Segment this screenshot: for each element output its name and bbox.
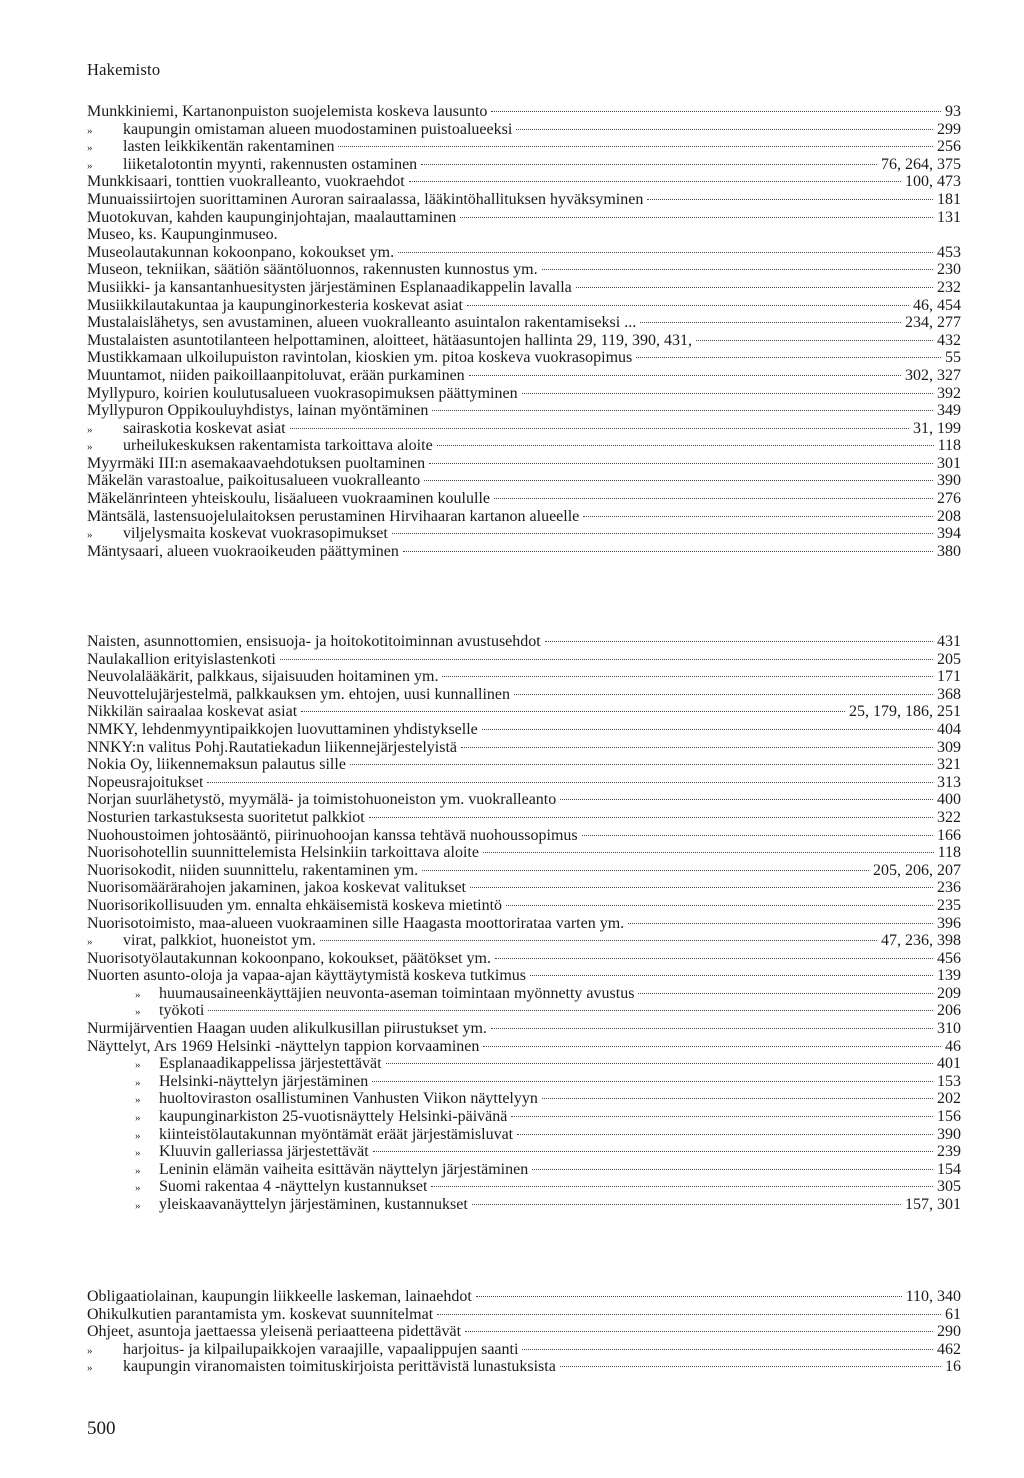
entry-page-numbers: 456: [937, 949, 961, 967]
index-entry: [87, 209, 961, 227]
entry-label: Kluuvin galleriassa järjestettävät: [159, 1143, 369, 1161]
page-number: 500: [87, 1418, 116, 1439]
entry-label: Mustalaislähetys, sen avustaminen, alueen vuokralleanto asuintalon rakentamiseksi ...: [87, 314, 637, 332]
entry-label: lasten leikkikentän rakentaminen: [123, 138, 335, 156]
entry-label: Myllypuro, koirien koulutusalueen vuokrasopimuksen päättyminen: [87, 384, 518, 402]
dot-leader: [628, 923, 933, 924]
entry-page-numbers: 46, 454: [913, 296, 961, 314]
dot-leader: [280, 659, 933, 660]
entry-page-numbers: 431: [937, 633, 961, 650]
entry-page-numbers: 206: [937, 1002, 961, 1020]
entry-page-numbers: 309: [937, 738, 961, 756]
dot-leader: [472, 1204, 901, 1205]
dot-leader: [483, 1046, 941, 1047]
ditto-mark: »: [135, 1164, 141, 1177]
entry-page-numbers: 153: [937, 1072, 961, 1090]
dot-leader: [465, 1331, 933, 1332]
entry-page-numbers: 209: [937, 984, 961, 1002]
entry-label: liiketalotontin myynti, rakennusten ostaminen: [123, 155, 418, 173]
entry-page-numbers: 154: [937, 1160, 961, 1178]
dot-leader: [432, 410, 933, 411]
entry-label: Helsinki-näyttelyn järjestäminen: [159, 1072, 369, 1090]
index-entry: [87, 739, 961, 757]
entry-page-numbers: 453: [937, 243, 961, 261]
index-entry: [87, 721, 961, 739]
entry-page-numbers: 392: [937, 384, 961, 402]
dot-leader: [350, 764, 933, 765]
ditto-mark: »: [135, 1129, 141, 1142]
index-entry: [87, 1196, 961, 1214]
index-entry: [87, 138, 961, 156]
entry-page-numbers: 55: [945, 349, 961, 367]
entry-page-numbers: 290: [937, 1323, 961, 1341]
dot-leader: [403, 551, 933, 552]
entry-page-numbers: 232: [937, 278, 961, 296]
entry-page-numbers: 462: [937, 1340, 961, 1358]
entry-page-numbers: 118: [937, 437, 961, 455]
index-entry: [87, 950, 961, 968]
entry-page-numbers: 310: [937, 1020, 961, 1038]
ditto-mark: »: [87, 529, 93, 542]
index-entry: [87, 1341, 961, 1359]
entry-page-numbers: 390: [937, 1125, 961, 1143]
index-entry: [87, 314, 961, 332]
dot-leader: [506, 905, 933, 906]
index-entry: [87, 349, 961, 367]
entry-label: Mustikkamaan ulkoilupuiston ravintolan, kioskien ym. pitoa koskeva vuokrasopimus: [87, 349, 633, 367]
entry-page-numbers: 276: [937, 490, 961, 508]
entry-page-numbers: 230: [937, 261, 961, 279]
dot-leader: [424, 480, 933, 481]
dot-leader: [495, 958, 933, 959]
dot-leader: [640, 322, 901, 323]
entry-page-numbers: 131: [937, 208, 961, 226]
entry-label: Nikkilän sairaalaa koskevat asiat: [87, 703, 298, 721]
dot-leader: [647, 199, 933, 200]
ditto-mark: »: [135, 1006, 141, 1019]
dot-leader: [636, 357, 941, 358]
dot-leader: [476, 1296, 902, 1297]
dot-leader: [582, 835, 933, 836]
index-entry: [87, 156, 961, 174]
index-entry: [87, 1020, 961, 1038]
ditto-mark: »: [87, 1344, 93, 1357]
entry-label: Nuorisohotellin suunnittelemista Helsinkiin tarkoittava aloite: [87, 844, 479, 862]
entry-label: työkoti: [159, 1002, 205, 1020]
index-entry: [87, 1161, 961, 1179]
entry-label: Nuorten asunto-oloja ja vapaa-ajan käyttäytymistä koskeva tutkimus: [87, 967, 526, 985]
entry-label: Nuorisorikollisuuden ym. ennalta ehkäisemistä koskeva mietintö: [87, 896, 503, 914]
entry-label: Naisten, asunnottomien, ensisuoja- ja hoitokotitoiminnan avustusehdot: [87, 633, 541, 650]
entry-label: Nuorisokodit, niiden suunnittelu, rakentaminen ym.: [87, 861, 419, 879]
dot-leader: [208, 1010, 933, 1011]
dot-leader: [516, 129, 933, 130]
entry-label: Musiikkilautakuntaa ja kaupunginorkesteria koskevat asiat: [87, 296, 463, 314]
entry-label: NNKY:n valitus Pohj.Rautatiekadun liikennejärjestelyistä: [87, 738, 458, 756]
entry-label: Myllypuron Oppikouluyhdistys, lainan myöntäminen: [87, 402, 429, 420]
index-entry: [87, 1090, 961, 1108]
dot-leader: [494, 498, 933, 499]
dot-leader: [545, 641, 933, 642]
ditto-mark: »: [87, 441, 93, 454]
ditto-mark: »: [135, 1182, 141, 1195]
entry-label: Museolautakunnan kokoonpano, kokoukset ym.: [87, 243, 395, 261]
index-entry: [87, 686, 961, 704]
entry-label: Näyttelyt, Ars 1969 Helsinki -näyttelyn tappion korvaaminen: [87, 1037, 480, 1055]
index-entry: [87, 932, 961, 950]
entry-page-numbers: 100, 473: [905, 173, 961, 191]
index-entry: [87, 827, 961, 845]
entry-label: Mäntysaari, alueen vuokraoikeuden päättyminen: [87, 542, 399, 560]
index-entry: [87, 633, 961, 651]
index-section-o: [87, 1288, 961, 1376]
dot-leader: [207, 782, 933, 783]
dot-leader: [437, 445, 934, 446]
ditto-mark: »: [135, 1200, 141, 1212]
entry-page-numbers: 394: [937, 525, 961, 543]
index-entry: [87, 543, 961, 561]
entry-page-numbers: 156: [937, 1108, 961, 1126]
entry-page-numbers: 322: [937, 808, 961, 826]
entry-page-numbers: 157, 301: [905, 1196, 961, 1213]
entry-label: Leninin elämän vaiheita esittävän näyttelyn järjestäminen: [159, 1160, 529, 1178]
entry-page-numbers: 110, 340: [905, 1288, 961, 1305]
index-section-m: [87, 103, 961, 560]
entry-label: Muotokuvan, kahden kaupunginjohtajan, maalauttaminen: [87, 208, 457, 226]
dot-leader: [421, 164, 877, 165]
dot-leader: [373, 1151, 933, 1152]
entry-label: Naulakallion erityislastenkoti: [87, 650, 276, 668]
dot-leader: [338, 146, 933, 147]
entry-label: Suomi rakentaa 4 -näyttelyn kustannukset: [159, 1178, 428, 1196]
entry-page-numbers: 31, 199: [913, 419, 961, 437]
entry-page-numbers: 349: [937, 402, 961, 420]
entry-page-numbers: 301: [937, 454, 961, 472]
entry-label: viljelysmaita koskevat vuokrasopimukset: [123, 525, 388, 543]
dot-leader: [576, 287, 933, 288]
entry-label: Myyrmäki III:n asemakaavaehdotuksen puoltaminen: [87, 454, 426, 472]
dot-leader: [386, 1063, 933, 1064]
dot-leader: [470, 887, 933, 888]
entry-page-numbers: 400: [937, 791, 961, 809]
index-section-n: [87, 633, 961, 1214]
index-entry: [87, 472, 961, 490]
entry-page-numbers: 235: [937, 896, 961, 914]
dot-leader: [469, 375, 901, 376]
dot-leader: [542, 269, 933, 270]
entry-label: NMKY, lehdenmyyntipaikkojen luovuttaminen yhdistykselle: [87, 720, 478, 738]
page-title: Hakemisto: [87, 60, 161, 79]
dot-leader: [514, 694, 933, 695]
entry-label: Museon, tekniikan, säätiön sääntöluonnos, rakennusten kunnostus ym.: [87, 261, 538, 279]
ditto-mark: »: [87, 1362, 93, 1375]
entry-label: Mustalaisten asuntotilanteen helpottaminen, aloitteet, hätäasuntojen hallinta 29, 119, 390, 431,: [87, 331, 693, 349]
entry-label: Nuorisomäärärahojen jakaminen, jakoa koskevat valitukset: [87, 879, 466, 897]
entry-label: Nosturien tarkastuksesta suoritetut palkkiot: [87, 808, 365, 826]
index-entry: [87, 915, 961, 933]
entry-page-numbers: 76, 264, 375: [881, 155, 961, 173]
index-entry: [87, 367, 961, 385]
entry-page-numbers: 368: [937, 685, 961, 703]
index-entry: [87, 1038, 961, 1056]
index-entry: [87, 756, 961, 774]
entry-label: kiinteistölautakunnan myöntämät eräät järjestämisluvat: [159, 1125, 514, 1143]
entry-page-numbers: 396: [937, 914, 961, 932]
ditto-mark: »: [87, 142, 93, 155]
index-entry: [87, 455, 961, 473]
dot-leader: [460, 217, 933, 218]
ditto-mark: »: [135, 988, 141, 1001]
entry-label: Mäkelän varastoalue, paikoitusalueen vuokralleanto: [87, 472, 421, 490]
index-entry: [87, 774, 961, 792]
dot-leader: [491, 111, 941, 112]
index-entry: [87, 668, 961, 686]
dot-leader: [422, 870, 869, 871]
ditto-mark: »: [87, 936, 93, 949]
index-entry: [87, 897, 961, 915]
entry-page-numbers: 205, 206, 207: [873, 861, 961, 879]
dot-leader: [491, 1028, 933, 1029]
entry-page-numbers: 46: [945, 1037, 961, 1055]
dot-leader: [431, 1186, 933, 1187]
index-entry: [87, 1358, 961, 1376]
entry-label: sairaskotia koskevat asiat: [123, 419, 286, 437]
entry-label: Nopeusrajoitukset: [87, 773, 204, 791]
dot-leader: [532, 1169, 933, 1170]
ditto-mark: »: [135, 1112, 141, 1125]
ditto-mark: »: [87, 423, 93, 436]
index-entry: [87, 103, 961, 121]
index-entry: [87, 402, 961, 420]
index-entry: [87, 651, 961, 669]
entry-label: huoltoviraston osallistuminen Vanhusten Viikon näyttelyyn: [159, 1090, 538, 1108]
index-entry: [87, 879, 961, 897]
entry-page-numbers: 166: [937, 826, 961, 844]
entry-page-numbers: 236: [937, 879, 961, 897]
entry-page-numbers: 181: [937, 190, 961, 208]
entry-page-numbers: 401: [937, 1055, 961, 1073]
entry-label: Munkkisaari, tonttien vuokralleanto, vuokraehdot: [87, 173, 405, 191]
entry-label: Obligaatiolainan, kaupungin liikkeelle laskeman, lainaehdot: [87, 1288, 472, 1305]
dot-leader: [301, 711, 845, 712]
entry-page-numbers: 171: [937, 668, 961, 686]
dot-leader: [511, 1116, 933, 1117]
index-entry: [87, 332, 961, 350]
entry-page-numbers: 205: [937, 650, 961, 668]
index-entry: [87, 508, 961, 526]
dot-leader: [522, 1349, 933, 1350]
entry-label: Nuohoustoimen johtosääntö, piirinuohoojan kanssa tehtävä nuohoussopimus: [87, 826, 578, 844]
entry-label: Nuorisotoimisto, maa-alueen vuokraaminen sille Haagasta moottorirataa varten ym.: [87, 914, 625, 932]
dot-leader: [560, 799, 933, 800]
index-entry: [87, 1178, 961, 1196]
ditto-mark: »: [87, 159, 93, 172]
entry-label: Mäntsälä, lastensuojelulaitoksen perustaminen Hirvihaaran kartanon alueelle: [87, 507, 580, 525]
index-entry: [87, 809, 961, 827]
index-entry: [87, 1143, 961, 1161]
index-entry: [87, 1055, 961, 1073]
index-entry: [87, 791, 961, 809]
entry-page-numbers: 47, 236, 398: [881, 932, 961, 950]
dot-leader: [398, 252, 933, 253]
entry-label: Nokia Oy, liikennemaksun palautus sille: [87, 756, 346, 774]
dot-leader: [409, 181, 901, 182]
dot-leader: [290, 428, 909, 429]
entry-label: Musiikki- ja kansantanhuesitysten järjestäminen Esplanaadikappelin lavalla: [87, 278, 572, 296]
entry-page-numbers: 321: [937, 756, 961, 774]
entry-label: urheilukeskuksen rakentamista tarkoittava aloite: [123, 437, 433, 455]
entry-page-numbers: 305: [937, 1178, 961, 1196]
entry-label: Munkkiniemi, Kartanonpuiston suojelemista koskeva lausunto: [87, 103, 488, 120]
entry-page-numbers: 239: [937, 1143, 961, 1161]
entry-label: Neuvottelujärjestelmä, palkkauksen ym. ehtojen, uusi kunnallinen: [87, 685, 511, 703]
entry-label: Neuvolalääkärit, palkkaus, sijaisuuden hoitaminen ym.: [87, 668, 439, 686]
entry-page-numbers: 61: [945, 1305, 961, 1323]
ditto-mark: »: [135, 1094, 141, 1107]
index-entry: [87, 985, 961, 1003]
dot-leader: [437, 1314, 941, 1315]
entry-page-numbers: 234, 277: [905, 314, 961, 332]
dot-leader: [482, 729, 933, 730]
index-entry: [87, 437, 961, 455]
index-entry: [87, 244, 961, 262]
index-entry: [87, 1002, 961, 1020]
entry-label: huumausaineenkäyttäjien neuvonta-aseman toimintaan myönnetty avustus: [159, 984, 635, 1002]
entry-page-numbers: 139: [937, 967, 961, 985]
dot-leader: [320, 940, 877, 941]
dot-leader: [638, 993, 933, 994]
index-entry: [87, 1108, 961, 1126]
index-entry: [87, 1306, 961, 1324]
entry-page-numbers: 93: [945, 103, 961, 120]
index-entry: [87, 525, 961, 543]
entry-label: Nuorisotyölautakunnan kokoonpano, kokoukset, päätökset ym.: [87, 949, 491, 967]
index-entry: [87, 490, 961, 508]
entry-label: virat, palkkiot, huoneistot ym.: [123, 932, 316, 950]
index-entry: [87, 385, 961, 403]
entry-page-numbers: 313: [937, 773, 961, 791]
entry-label: Munuaissiirtojen suorittaminen Auroran sairaalassa, lääkintöhallituksen hyväksyminen: [87, 190, 644, 208]
dot-leader: [696, 340, 933, 341]
entry-page-numbers: 432: [937, 331, 961, 349]
index-entry: [87, 862, 961, 880]
entry-label: kaupunginarkiston 25-vuotisnäyttely Helsinki-päivänä: [159, 1108, 508, 1126]
dot-leader: [560, 1366, 941, 1367]
entry-label: yleiskaavanäyttelyn järjestäminen, kustannukset: [159, 1196, 468, 1213]
dot-leader: [583, 516, 933, 517]
dot-leader: [372, 1081, 933, 1082]
dot-leader: [369, 817, 933, 818]
entry-label: Ohjeet, asuntoja jaettaessa yleisenä periaatteena pidettävät: [87, 1323, 462, 1341]
dot-leader: [442, 676, 933, 677]
dot-leader: [542, 1098, 933, 1099]
ditto-mark: »: [87, 124, 93, 137]
index-entry: [87, 191, 961, 209]
dot-leader: [392, 533, 933, 534]
entry-label: Museo, ks. Kaupunginmuseo.: [87, 226, 278, 244]
dot-leader: [429, 463, 933, 464]
ditto-mark: »: [135, 1147, 141, 1160]
entry-page-numbers: 256: [937, 138, 961, 156]
index-entry: [87, 420, 961, 438]
index-entry: [87, 279, 961, 297]
ditto-mark: »: [135, 1076, 141, 1089]
entry-page-numbers: 16: [945, 1358, 961, 1376]
dot-leader: [461, 747, 933, 748]
entry-page-numbers: 404: [937, 720, 961, 738]
dot-leader: [522, 393, 933, 394]
entry-label: harjoitus- ja kilpailupaikkojen varaajille, vapaalippujen saanti: [123, 1340, 519, 1358]
entry-page-numbers: 25, 179, 186, 251: [849, 703, 961, 721]
entry-label: Norjan suurlähetystö, myymälä- ja toimistohuoneiston ym. vuokralleanto: [87, 791, 557, 809]
entry-label: Mäkelänrinteen yhteiskoulu, lisäalueen vuokraaminen koululle: [87, 490, 490, 508]
entry-label: kaupungin omistaman alueen muodostaminen puistoalueeksi: [123, 120, 513, 138]
dot-leader: [467, 305, 909, 306]
index-entry: [87, 297, 961, 315]
dot-leader: [530, 975, 933, 976]
entry-label: Esplanaadikappelissa järjestettävät: [159, 1055, 382, 1073]
entry-page-numbers: 202: [937, 1090, 961, 1108]
entry-label: Nurmijärventien Haagan uuden alikulkusillan piirustukset ym.: [87, 1020, 487, 1038]
ditto-mark: »: [135, 1059, 141, 1072]
index-entry: [87, 967, 961, 985]
index-entry: [87, 121, 961, 139]
index-entry: [87, 1126, 961, 1144]
entry-page-numbers: 118: [937, 844, 961, 862]
index-entry: [87, 703, 961, 721]
entry-label: Ohikulkutien parantamista ym. koskevat suunnitelmat: [87, 1305, 434, 1323]
entry-page-numbers: 299: [937, 120, 961, 138]
index-entry: [87, 1288, 961, 1306]
dot-leader: [517, 1134, 933, 1135]
entry-label: kaupungin viranomaisten toimituskirjoista perittävistä lunastuksista: [123, 1358, 556, 1376]
entry-page-numbers: 390: [937, 472, 961, 490]
index-entry: [87, 226, 961, 244]
entry-page-numbers: 302, 327: [905, 366, 961, 384]
entry-label: Muuntamot, niiden paikoillaanpitoluvat, erään purkaminen: [87, 366, 465, 384]
entry-page-numbers: 380: [937, 542, 961, 560]
dot-leader: [483, 852, 934, 853]
index-entry: [87, 844, 961, 862]
index-entry: [87, 1073, 961, 1091]
entry-page-numbers: 208: [937, 507, 961, 525]
index-entry: [87, 261, 961, 279]
index-entry: [87, 1323, 961, 1341]
index-entry: [87, 173, 961, 191]
